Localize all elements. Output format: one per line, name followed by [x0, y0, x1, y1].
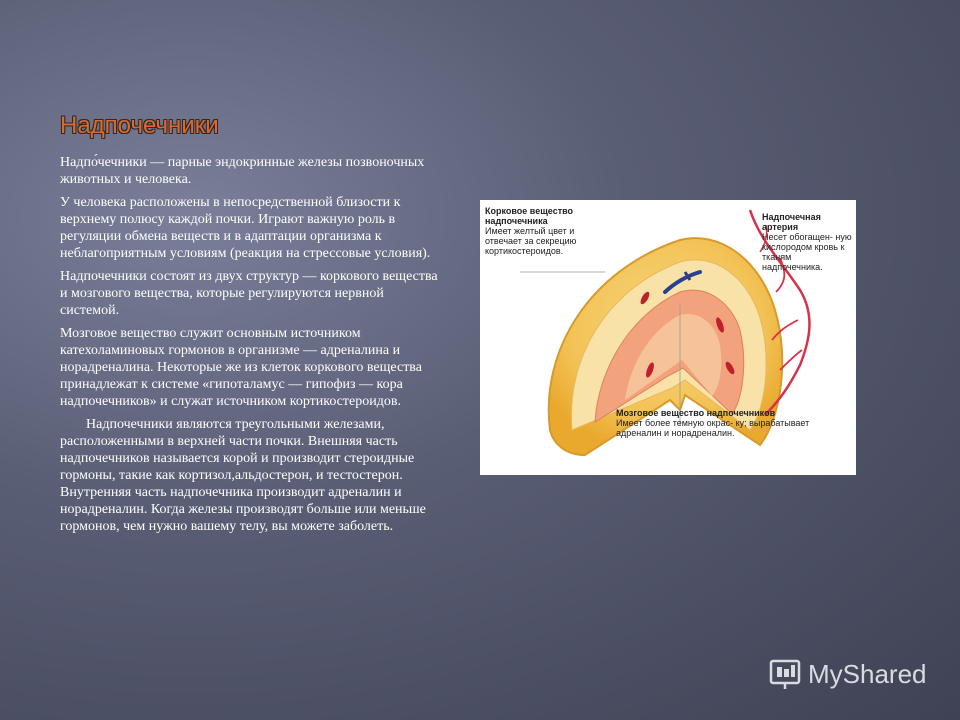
cortex-description: Имеет желтый цвет и отвечает за секрецию кортикостероидов.: [485, 226, 577, 256]
paragraph-medulla: Мозговое вещество служит основным источником катехоламиновых гормонов в организме — адреналина и норадреналина. Некоторые же из клеток коркового вещества принадлежат к системе «гипоталамус — гипофиз — кора надпочечников» и служат источником кортикостероидов.: [60, 326, 422, 409]
medulla-description: Имеет более темную окрас- ку; вырабатывает адреналин и норадреналин.: [616, 418, 810, 438]
paragraph-structure: Надпочечники состоят из двух структур — коркового вещества и мозгового вещества, которые регулируются нервной системой.: [60, 269, 438, 318]
cortex-title: Корковое вещество надпочечника: [485, 206, 574, 226]
adrenal-gland-figure: [480, 200, 856, 475]
artery-description: Несет обогащен- ную кислородом кровь к тканям надпочечника.: [762, 232, 852, 272]
myshared-logo-icon: [768, 657, 802, 691]
artery-label: [762, 212, 854, 272]
watermark-text: MyShared: [808, 658, 927, 689]
medulla-label: [616, 408, 854, 438]
paragraph-definition: Надпо́чечники — парные эндокринные железы позвоночных животных и человека.: [60, 155, 425, 187]
medulla-title: Мозговое вещество надпочечников: [616, 408, 776, 418]
slide-title: Надпочечники: [60, 112, 219, 139]
paragraph-location: У человека расположены в непосредственной близости к верхнему полюсу каждой почки. Играют важную роль в регуляции обмена веществ и в адаптации организма к неблагоприятным условиям (реакция на стрессовые условия).: [60, 195, 431, 261]
cortex-label: [485, 206, 595, 256]
body-text: [60, 154, 445, 541]
artery-title: Надпочечная артерия: [762, 212, 821, 232]
myshared-watermark: [768, 656, 927, 692]
paragraph-summary: Надпочечники являются треугольными железами, расположенными в верхней части почки. Внешняя часть надпочечников называется корой и производит стероидные гормоны, такие как кортизол,альдостерон, и тестостерон. Внутренняя часть надпочечника производит адреналин и норадреналин. Когда железы производят больше или меньше гормонов, чем нужно вашему телу, вы можете заболеть.: [60, 417, 426, 534]
